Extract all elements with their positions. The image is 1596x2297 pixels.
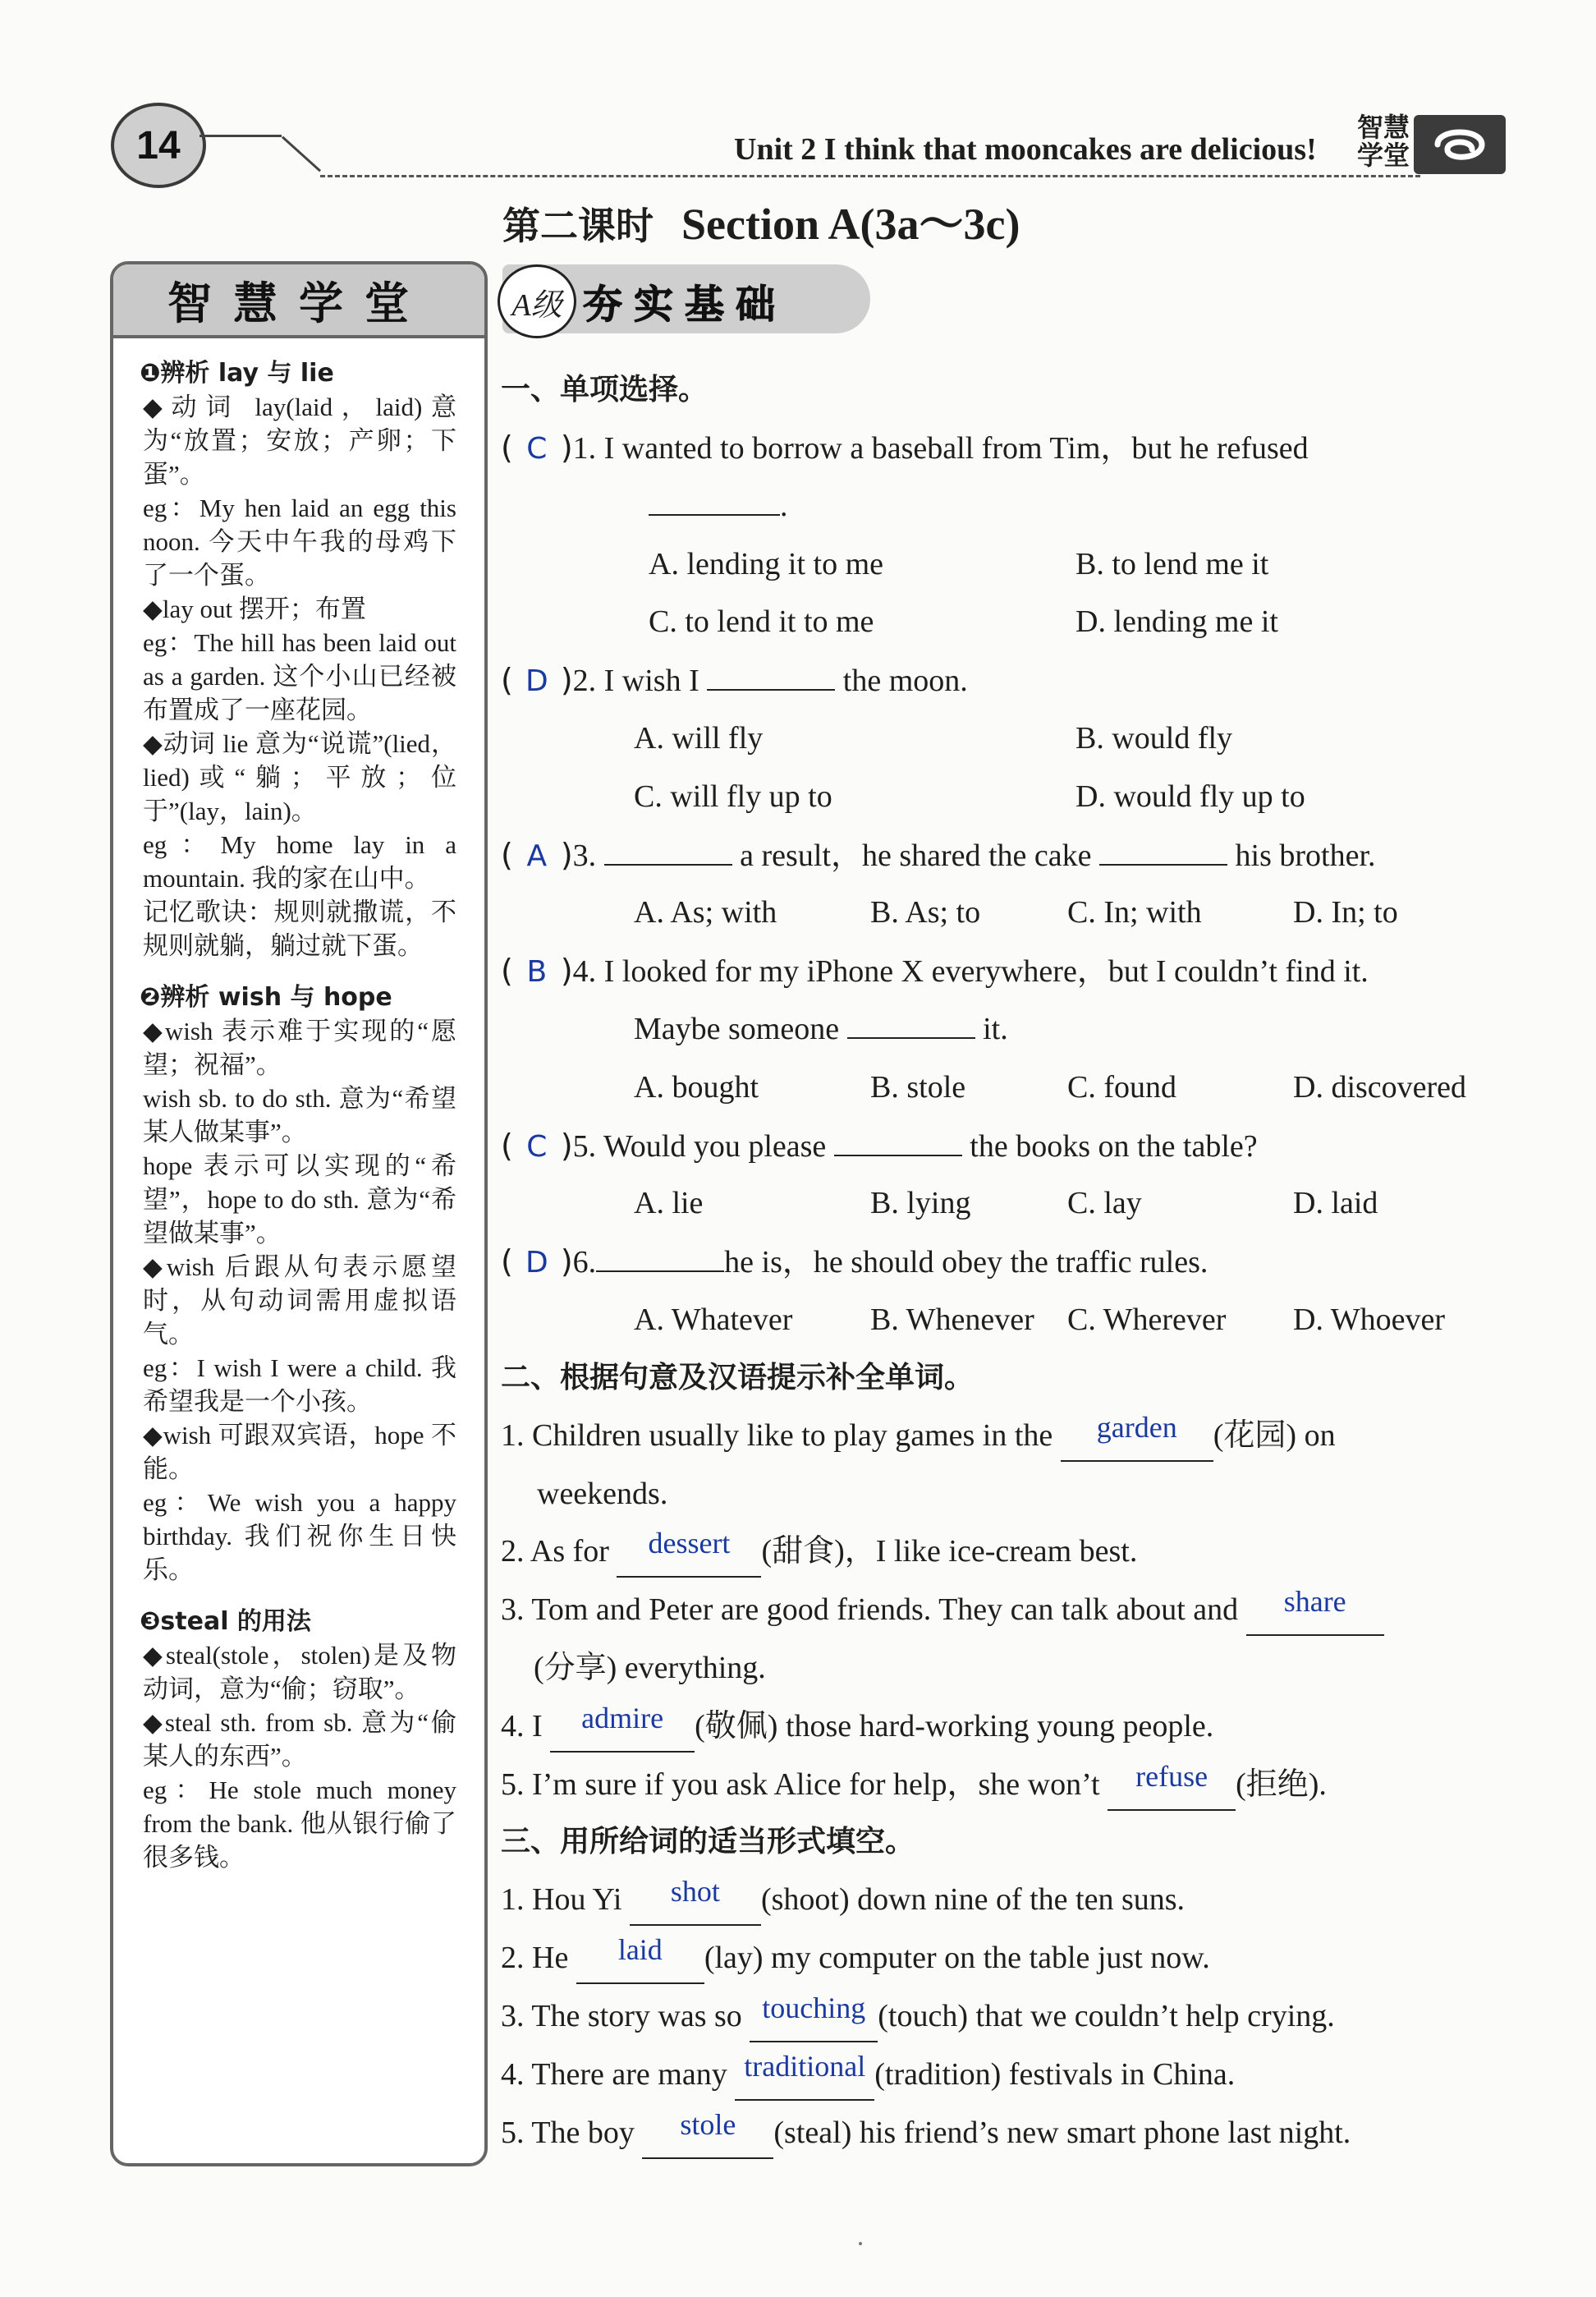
option: D. laid [1293,1186,1378,1221]
question-text: 1. I wanted to borrow a baseball from Tim，but he refused [572,431,1309,466]
option: D. lending me it [1075,604,1278,640]
tips-sidebar [110,261,488,2166]
page-number: 14 [111,103,206,188]
options-row [501,1291,1519,1349]
question-text: it. [983,1011,1008,1046]
answer-choice: B [526,955,548,990]
tip-text: ◆steal(stole，stolen)是及物动词，意为“偷；窃取”。 [143,1641,456,1703]
answer-blank: laid [576,1941,704,1984]
option: C. found [1067,1069,1176,1105]
tip-text: eg：He stole much money from the bank. 他从银行偷了很多钱。 [143,1776,456,1872]
tip-text: 记忆歌诀：规则就撒谎，不规则就躺，躺过就下蛋。 [143,898,456,960]
fill-row [501,1756,1519,1814]
item-text: (敬佩) those hard-working young people. [695,1708,1214,1743]
question-text: the books on the table? [970,1128,1258,1164]
question-text: a result，he shared the cake [740,838,1092,873]
item-text: (touch) that we couldn’t help crying. [878,1998,1335,2033]
fill-row [501,2046,1519,2104]
option: B. would fly [1075,720,1233,756]
options-row [501,535,1519,594]
option: A. As; with [634,895,777,930]
question-text: his brother. [1235,838,1376,873]
item-text: (lay) my computer on the table just now. [704,1941,1210,1976]
option: B. lying [870,1186,971,1221]
options-row [501,710,1519,768]
item-text: 5. The boy [501,2115,635,2150]
question-row: ( C )1. I wanted to borrow a baseball from Tim，but he refused [501,419,1519,477]
answer-blank: garden [1061,1419,1213,1462]
question-text: 3. [572,838,597,873]
answer-blank: touching [750,2000,878,2042]
fill-row [501,1871,1519,1929]
fill-row [501,1581,1519,1639]
tip-heading: ❸steal 的用法 [140,1607,311,1636]
fill-row [501,1929,1519,1987]
item-text: (steal) his friend’s new smart phone last night. [773,2115,1351,2150]
question-row: ( D )6. he is，he should obey the traffic rules. [501,1233,1519,1291]
header-dashed-rule [320,175,1420,177]
fill-row [501,1407,1519,1465]
option: C. to lend it to me [649,604,874,640]
answer-blank: shot [630,1883,761,1926]
exercise-area [501,361,1519,2161]
fill-row [501,1465,1519,1523]
tip-text: eg：I wish I were a child. 我希望我是一个小孩。 [143,1353,456,1416]
answer-choice: D [525,664,548,699]
option: B. to lend me it [1075,546,1269,581]
fill-row [501,1523,1519,1581]
option: A. will fly [634,720,764,756]
answer-choice: D [525,1246,548,1280]
question-row: ( D )2. I wish I the moon. [501,651,1519,710]
lesson-title-en: Section A(3a～3c) [681,200,1020,249]
section-title: 三、用所给词的适当形式填空。 [501,1825,915,1859]
tip-text: wish sb. to do sth. 意为“希望某人做某事”。 [143,1084,456,1146]
option: A. bought [634,1069,759,1105]
question-text: 2. I wish I [572,664,699,699]
question-text: Maybe someone [634,1011,840,1046]
option: A. Whatever [634,1302,793,1337]
tip-text: ◆动词 lay(laid，laid)意为“放置；安放；产卵；下蛋”。 [143,393,456,489]
item-text: 2. He [501,1941,569,1976]
fill-row [501,2104,1519,2162]
options-row [501,884,1519,942]
answer-blank: stole [642,2116,773,2159]
item-text: 2. As for [501,1534,609,1569]
answer-choice: C [526,432,548,466]
item-text: 3. The story was so [501,1998,742,2033]
option: D. discovered [1293,1069,1467,1105]
option: B. As; to [870,895,981,930]
tip-text: ◆wish 表示难于实现的“愿望；祝福”。 [143,1017,456,1079]
tip-text: ◆lay out 摆开；布置 [143,595,366,623]
sidebar-header [113,264,484,338]
answer-blank: traditional [735,2058,874,2101]
tip-text: ◆wish 后跟从句表示愿望时，从句动词需用虚拟语气。 [143,1252,456,1348]
tip-heading: ❶辨析 lay 与 lie [140,359,334,388]
option: C. lay [1067,1186,1142,1221]
question-row: ( A )3. a result，he shared the cake his brother. [501,826,1519,884]
tip-text: eg：My home lay in a mountain. 我的家在山中。 [143,830,456,893]
item-text: (分享) everything. [534,1650,766,1685]
item-text: (shoot) down nine of the ten suns. [760,1882,1186,1918]
item-text: 5. I’m sure if you ask Alice for help，she won’t [501,1766,1100,1802]
section-title: 二、根据句意及汉语提示补全单词。 [501,1360,975,1394]
header-rule [200,135,282,137]
question-text: he is，he should obey the traffic rules. [724,1245,1208,1280]
brand-label: 智慧学堂 [1356,112,1410,171]
lesson-title [502,189,1020,252]
sidebar-body [140,356,456,1874]
tip-text: ◆动词 lie 意为“说谎”(lied，lied)或“躺；平放；位于”(lay，lain)。 [143,729,456,825]
item-text: 4. I [501,1708,543,1743]
item-text: 1. Children usually like to play games in the [501,1417,1053,1453]
fill-row [501,1987,1519,2046]
item-text: weekends. [537,1476,668,1511]
section-title: 一、单项选择。 [501,373,709,407]
option: C. will fly up to [634,779,832,814]
tip-text: ◆wish 可跟双宾语，hope 不能。 [143,1421,456,1483]
tip-text: hope 表示可以实现的“希望”，hope to do sth. 意为“希望做某事”。 [143,1151,456,1247]
answer-blank: share [1246,1593,1384,1636]
item-text: (拒绝). [1236,1766,1327,1802]
option: D. Whoever [1293,1302,1446,1337]
options-row [501,1174,1519,1233]
tip-text: ◆steal sth. from sb. 意为“偷某人的东西”。 [143,1708,456,1771]
options-row [501,768,1519,826]
answer-blank: refuse [1108,1768,1236,1811]
question-row: ( C )5. Would you please the books on the table? [501,1117,1519,1175]
item-text: (甜食)，I like ice-cream best. [761,1534,1138,1569]
option: C. In; with [1067,895,1202,930]
question-text: 5. Would you please [572,1128,827,1164]
lesson-title-cn: 第二课时 [502,204,654,248]
option: A. lending it to me [649,546,884,581]
answer-choice: A [526,838,548,873]
tip-heading: ❷辨析 wish 与 hope [140,983,392,1012]
page-mark [859,2242,862,2245]
question-text: the moon. [842,664,968,699]
question-text: . [780,488,788,523]
option: A. lie [634,1186,704,1221]
item-text: 1. Hou Yi [501,1882,622,1918]
question-text: 4. I looked for my iPhone X everywhere，but I couldn’t find it. [572,954,1369,990]
option: B. stole [870,1069,966,1105]
item-text: (tradition) festivals in China. [874,2056,1236,2092]
item-text: 4. There are many [501,2056,727,2092]
question-text: 6. [572,1245,597,1280]
option: C. Wherever [1067,1302,1227,1337]
options-row [501,593,1519,651]
brand-logo-icon [1414,115,1506,174]
header-rule-slant [282,136,321,172]
option: D. would fly up to [1075,779,1305,814]
level-title: 夯实基础 [583,282,787,328]
question-row [501,477,1519,535]
question-row [501,1000,1519,1059]
fill-row [501,1639,1519,1697]
answer-choice: C [526,1129,548,1164]
option: D. In; to [1293,895,1398,930]
answer-blank: dessert [617,1535,761,1578]
sidebar-title: 智慧学堂 [167,277,430,329]
question-row: ( B )4. I looked for my iPhone X everywhere，but I couldn’t find it. [501,942,1519,1000]
answer-blank: admire [550,1710,695,1753]
options-row [501,1059,1519,1117]
fill-row [501,1697,1519,1756]
tip-text: eg：We wish you a happy birthday. 我们祝你生日快乐。 [143,1488,456,1584]
tip-text: eg：My hen laid an egg this noon. 今天中午我的母鸡下了一个蛋。 [143,494,456,590]
unit-title: Unit 2 I think that mooncakes are delicious! [734,132,1317,167]
option: B. Whenever [870,1302,1034,1337]
tip-text: eg：The hill has been laid out as a garden. 这个小山已经被布置成了一座花园。 [143,628,456,724]
level-badge: A级 [498,264,576,338]
item-text: (花园) on [1213,1417,1336,1453]
item-text: 3. Tom and Peter are good friends. They can talk about and [501,1592,1239,1628]
